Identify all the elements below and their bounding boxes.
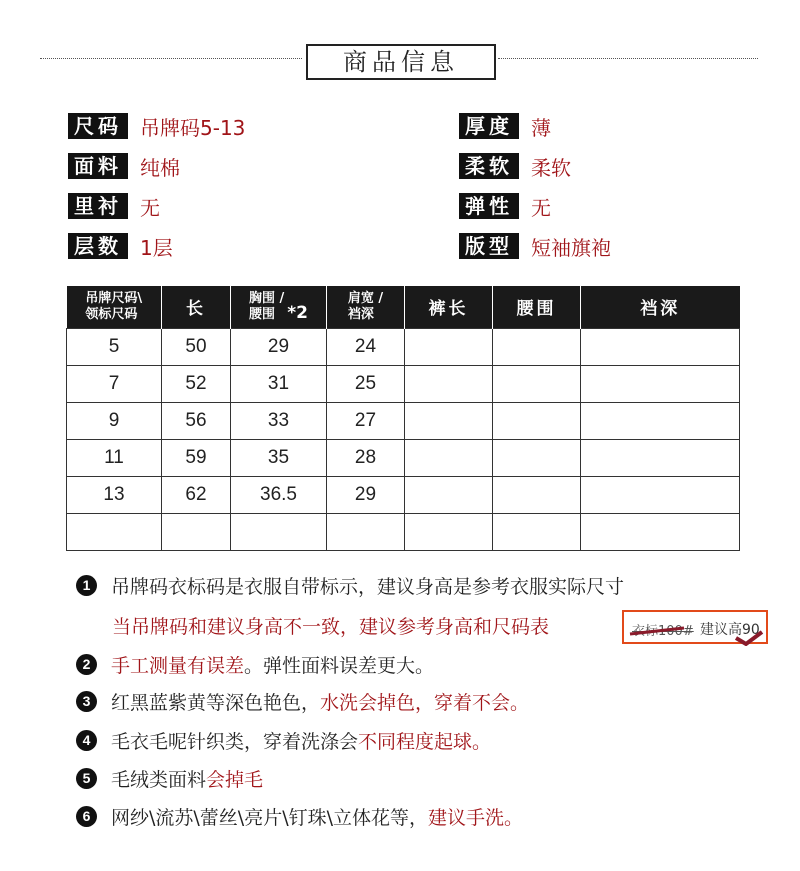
header-tag-size	[67, 286, 162, 328]
header-tag-size-line1: 吊牌尺码\	[85, 290, 143, 306]
note-text: 。弹性面料误差更大。	[244, 655, 435, 677]
attr-layers	[68, 233, 173, 259]
note-text-red: 水洗会掉色，穿着不会。	[320, 692, 530, 714]
attr-softness	[459, 153, 571, 179]
attr-elasticity	[459, 193, 551, 219]
table-cell	[493, 402, 581, 439]
tag-suggested-height: 建议高90	[700, 622, 760, 638]
table-cell	[493, 513, 581, 550]
header-pants-length-label: 裤长	[428, 299, 469, 320]
title-divider-right	[498, 58, 758, 59]
table-cell: 27	[327, 402, 405, 439]
table-cell: 35	[231, 439, 327, 476]
table-cell	[327, 513, 405, 550]
attr-value: 薄	[531, 115, 551, 140]
note-1-highlight: 当吊牌码和建议身高不一致，建议参考身高和尺码表	[112, 616, 550, 638]
note-text-red: 不同程度起球。	[358, 731, 492, 753]
attr-lining	[68, 193, 160, 219]
attr-label: 层数	[68, 233, 128, 259]
attr-size	[68, 113, 245, 139]
header-crotch-label: 裆深	[640, 299, 681, 320]
table-row	[67, 328, 740, 365]
attr-fabric	[68, 153, 180, 179]
note-text: 毛绒类面料	[111, 769, 207, 791]
table-cell: 29	[231, 328, 327, 365]
table-cell: 52	[162, 365, 231, 402]
table-cell	[493, 365, 581, 402]
table-cell: 28	[327, 439, 405, 476]
table-cell	[581, 365, 740, 402]
note-text: 吊牌码衣标码是衣服自带标示，建议身高是参考衣服实际尺寸	[111, 576, 625, 598]
note-3	[76, 688, 529, 715]
note-text: 红黑蓝紫黄等深色艳色，	[111, 692, 321, 714]
table-cell: 11	[67, 439, 162, 476]
note-text: 网纱\流苏\蕾丝\亮片\钉珠\立体花等，	[111, 807, 429, 829]
header-length-label: 长	[186, 299, 206, 320]
table-cell	[581, 476, 740, 513]
table-cell	[405, 402, 493, 439]
table-cell: 7	[67, 365, 162, 402]
number-bullet-icon: 5	[76, 768, 97, 789]
table-cell	[493, 439, 581, 476]
number-bullet-icon: 4	[76, 730, 97, 751]
table-row	[67, 365, 740, 402]
attr-value: 无	[531, 195, 551, 220]
table-cell: 5	[67, 328, 162, 365]
table-cell: 31	[231, 365, 327, 402]
table-cell	[162, 513, 231, 550]
table-cell	[581, 513, 740, 550]
number-bullet-icon: 2	[76, 654, 97, 675]
size-table	[66, 286, 740, 551]
header-chest-line2: 腰围	[249, 306, 276, 322]
table-cell	[581, 328, 740, 365]
table-cell: 50	[162, 328, 231, 365]
attr-label: 厚度	[459, 113, 519, 139]
table-cell	[405, 439, 493, 476]
note-1	[76, 572, 624, 599]
table-cell	[405, 476, 493, 513]
number-bullet-icon: 3	[76, 691, 97, 712]
table-cell: 13	[67, 476, 162, 513]
checkmark-icon	[624, 612, 770, 646]
header-chest-line1: 胸围 /	[249, 290, 285, 306]
attr-label: 版型	[459, 233, 519, 259]
attr-label: 柔软	[459, 153, 519, 179]
attr-fit	[459, 233, 611, 259]
table-cell	[405, 365, 493, 402]
note-text-red: 建议手洗。	[428, 807, 524, 829]
header-length	[162, 286, 231, 328]
table-cell	[581, 439, 740, 476]
header-chest-waist	[231, 286, 327, 328]
table-cell: 33	[231, 402, 327, 439]
table-cell: 36.5	[231, 476, 327, 513]
attr-value: 无	[140, 195, 160, 220]
section-title: 商品信息	[306, 44, 496, 80]
size-tag-example	[622, 610, 768, 644]
header-pants-length	[405, 286, 493, 328]
table-cell: 29	[327, 476, 405, 513]
header-tag-size-line2: 领标尺码	[85, 306, 138, 322]
table-cell: 9	[67, 402, 162, 439]
table-row	[67, 476, 740, 513]
note-2	[76, 651, 434, 678]
table-cell: 59	[162, 439, 231, 476]
table-cell	[231, 513, 327, 550]
attr-value: 吊牌码5-13	[140, 115, 246, 140]
number-bullet-icon: 6	[76, 806, 97, 827]
table-cell: 56	[162, 402, 231, 439]
header-shoulder	[327, 286, 405, 328]
note-text-red: 手工测量有误差	[111, 655, 245, 677]
attr-label: 里衬	[68, 193, 128, 219]
table-cell: 25	[327, 365, 405, 402]
header-shoulder-line2: 裆深	[347, 306, 374, 322]
table-row	[67, 513, 740, 550]
table-cell	[405, 513, 493, 550]
title-divider-left	[40, 58, 302, 59]
table-cell	[493, 476, 581, 513]
table-row	[67, 439, 740, 476]
attr-value: 柔软	[531, 155, 571, 180]
table-header-row	[67, 286, 740, 328]
attr-thickness	[459, 113, 551, 139]
header-waist-label: 腰围	[516, 299, 557, 320]
tag-old-size: 衣标100#	[632, 624, 694, 639]
table-cell	[405, 328, 493, 365]
table-cell	[581, 402, 740, 439]
table-cell	[67, 513, 162, 550]
attr-value: 短袖旗袍	[531, 235, 611, 260]
header-chest-multiplier: *2	[287, 302, 308, 323]
table-cell: 24	[327, 328, 405, 365]
table-cell	[493, 328, 581, 365]
attr-label: 面料	[68, 153, 128, 179]
note-text-red: 会掉毛	[206, 769, 264, 791]
attr-value: 1层	[140, 235, 173, 260]
note-4	[76, 727, 491, 754]
number-bullet-icon: 1	[76, 575, 97, 596]
table-cell: 62	[162, 476, 231, 513]
attr-value: 纯棉	[140, 155, 180, 180]
table-row	[67, 402, 740, 439]
note-6	[76, 803, 523, 830]
note-5	[76, 765, 263, 792]
header-shoulder-line1: 肩宽 /	[347, 290, 384, 306]
attr-label: 尺码	[68, 113, 128, 139]
header-waist	[493, 286, 581, 328]
header-crotch	[581, 286, 740, 328]
note-text: 毛衣毛呢针织类，穿着洗涤会	[111, 731, 359, 753]
attr-label: 弹性	[459, 193, 519, 219]
